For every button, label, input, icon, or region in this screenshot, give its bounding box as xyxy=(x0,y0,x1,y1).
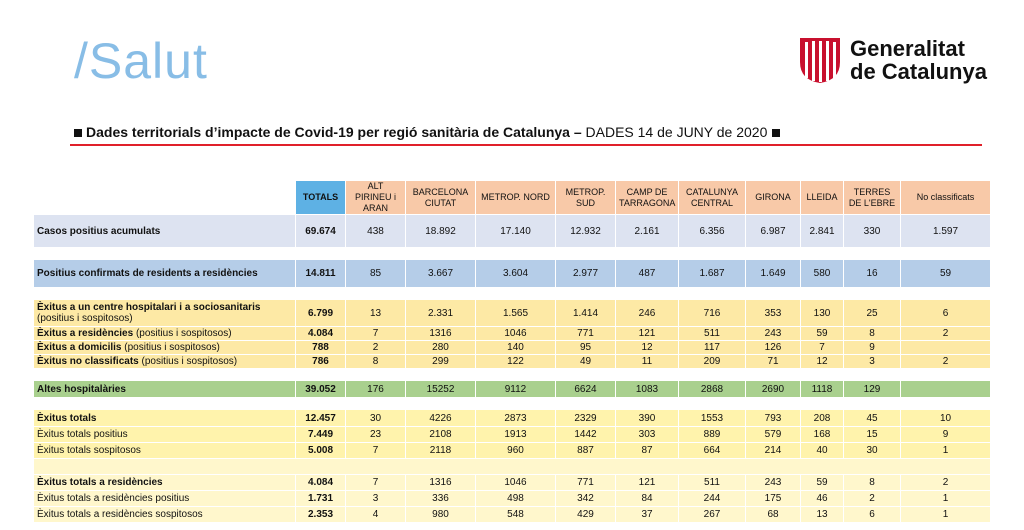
region-cell: 23 xyxy=(346,427,406,443)
square-bullet-icon xyxy=(74,129,82,137)
row-label-note: (positius i sospitosos) xyxy=(124,342,220,353)
region-cell: 117 xyxy=(679,341,746,355)
row-label xyxy=(34,475,296,491)
column-header: BARCELONA CIUTAT xyxy=(406,181,476,215)
region-cell: 7 xyxy=(801,341,844,355)
region-cell: 299 xyxy=(406,355,476,369)
region-cell: 579 xyxy=(746,427,801,443)
row-label xyxy=(34,327,296,341)
table-row xyxy=(34,341,991,355)
region-cell: 4 xyxy=(346,507,406,523)
total-cell: 4.084 xyxy=(296,475,346,491)
heading-date: DADES 14 de JUNY de 2020 xyxy=(585,124,768,140)
table-row xyxy=(34,443,991,459)
region-cell: 2690 xyxy=(746,381,801,398)
row-label-text: Èxitus totals a residències positius xyxy=(37,493,190,504)
total-cell: 14.811 xyxy=(296,260,346,288)
region-cell: 2.841 xyxy=(801,215,844,248)
region-cell: 3.604 xyxy=(476,260,556,288)
region-cell: 11 xyxy=(616,355,679,369)
heading-underline xyxy=(70,144,982,146)
region-cell: 71 xyxy=(746,355,801,369)
generalitat-logo xyxy=(798,36,987,84)
region-cell: 209 xyxy=(679,355,746,369)
row-label xyxy=(34,427,296,443)
total-cell: 786 xyxy=(296,355,346,369)
row-label-text: Èxitus totals sospitosos xyxy=(37,445,141,456)
region-cell: 3 xyxy=(346,491,406,507)
row-label xyxy=(34,507,296,523)
square-bullet-icon xyxy=(772,129,780,137)
region-cell: 7 xyxy=(346,443,406,459)
region-cell: 2873 xyxy=(476,410,556,427)
total-cell: 5.008 xyxy=(296,443,346,459)
region-cell: 15 xyxy=(844,427,901,443)
region-cell: 1553 xyxy=(679,410,746,427)
region-cell: 95 xyxy=(556,341,616,355)
region-cell: 85 xyxy=(346,260,406,288)
region-cell: 6624 xyxy=(556,381,616,398)
row-label xyxy=(34,300,296,327)
region-cell: 1 xyxy=(901,491,991,507)
region-cell: 2 xyxy=(901,355,991,369)
region-cell: 342 xyxy=(556,491,616,507)
region-cell: 175 xyxy=(746,491,801,507)
region-cell: 6 xyxy=(844,507,901,523)
region-cell: 3 xyxy=(844,355,901,369)
logo-line2: de Catalunya xyxy=(850,59,987,84)
row-label-text: Èxitus totals a residències sospitosos xyxy=(37,509,203,520)
region-cell: 168 xyxy=(801,427,844,443)
row-label-text: Èxitus totals xyxy=(37,412,97,424)
region-cell: 6.987 xyxy=(746,215,801,248)
region-cell: 10 xyxy=(901,410,991,427)
row-label-text: Positius confirmats de residents a residències xyxy=(37,268,258,279)
region-cell: 8 xyxy=(346,355,406,369)
region-cell: 6.356 xyxy=(679,215,746,248)
row-label-note: (positius i sospitosos) xyxy=(141,356,238,367)
region-cell: 2 xyxy=(901,327,991,341)
row-label-text: Èxitus no classificats xyxy=(37,356,139,367)
column-header: TOTALS xyxy=(296,181,346,215)
row-label xyxy=(34,381,296,398)
region-cell: 18.892 xyxy=(406,215,476,248)
table-row xyxy=(34,215,991,248)
region-cell: 59 xyxy=(901,260,991,288)
column-header: No classificats xyxy=(901,181,991,215)
region-cell: 208 xyxy=(801,410,844,427)
region-cell: 1316 xyxy=(406,327,476,341)
region-cell: 716 xyxy=(679,300,746,327)
region-cell: 887 xyxy=(556,443,616,459)
region-cell: 176 xyxy=(346,381,406,398)
region-cell: 2.161 xyxy=(616,215,679,248)
region-cell: 267 xyxy=(679,507,746,523)
total-cell: 69.674 xyxy=(296,215,346,248)
region-cell: 1316 xyxy=(406,475,476,491)
region-cell: 390 xyxy=(616,410,679,427)
region-cell: 12 xyxy=(801,355,844,369)
region-cell: 771 xyxy=(556,475,616,491)
table-row xyxy=(34,427,991,443)
region-cell: 4226 xyxy=(406,410,476,427)
column-header: LLEIDA xyxy=(801,181,844,215)
row-label-note: (positius i sospitosos) xyxy=(37,313,133,324)
region-cell: 7 xyxy=(346,327,406,341)
spacer-row xyxy=(34,248,991,260)
column-header: METROP. NORD xyxy=(476,181,556,215)
region-cell: 25 xyxy=(844,300,901,327)
region-cell: 15252 xyxy=(406,381,476,398)
region-cell: 1.649 xyxy=(746,260,801,288)
region-cell: 2.977 xyxy=(556,260,616,288)
table-row xyxy=(34,381,991,398)
header-blank-cell xyxy=(34,181,296,215)
region-cell: 17.140 xyxy=(476,215,556,248)
region-cell: 68 xyxy=(746,507,801,523)
table-header-row xyxy=(34,181,991,215)
region-cell: 45 xyxy=(844,410,901,427)
region-cell: 30 xyxy=(844,443,901,459)
table-row xyxy=(34,491,991,507)
spacer-row xyxy=(34,398,991,410)
total-cell: 6.799 xyxy=(296,300,346,327)
region-cell: 140 xyxy=(476,341,556,355)
region-cell: 214 xyxy=(746,443,801,459)
region-cell: 129 xyxy=(844,381,901,398)
table-row xyxy=(34,327,991,341)
row-label xyxy=(34,341,296,355)
row-label-text: Casos positius acumulats xyxy=(37,225,161,237)
total-cell: 788 xyxy=(296,341,346,355)
region-cell: 121 xyxy=(616,327,679,341)
region-cell: 246 xyxy=(616,300,679,327)
region-cell: 2 xyxy=(844,491,901,507)
total-cell: 7.449 xyxy=(296,427,346,443)
region-cell: 9 xyxy=(901,427,991,443)
region-cell: 1.687 xyxy=(679,260,746,288)
region-cell: 46 xyxy=(801,491,844,507)
spacer-row xyxy=(34,288,991,300)
region-cell: 126 xyxy=(746,341,801,355)
region-cell: 2329 xyxy=(556,410,616,427)
region-cell: 8 xyxy=(844,475,901,491)
region-cell: 2108 xyxy=(406,427,476,443)
page-heading xyxy=(74,124,780,140)
column-header: ALT PIRINEU i ARAN xyxy=(346,181,406,215)
region-cell: 580 xyxy=(801,260,844,288)
region-cell: 6 xyxy=(901,300,991,327)
row-label-note: (positius i sospitosos) xyxy=(135,328,232,339)
row-label-text: Altes hospitalàries xyxy=(37,383,126,395)
region-cell xyxy=(901,341,991,355)
region-cell: 2868 xyxy=(679,381,746,398)
region-cell: 122 xyxy=(476,355,556,369)
region-cell: 37 xyxy=(616,507,679,523)
region-cell: 1 xyxy=(901,443,991,459)
region-cell: 280 xyxy=(406,341,476,355)
region-cell: 1046 xyxy=(476,475,556,491)
region-cell: 16 xyxy=(844,260,901,288)
row-label-text: Èxitus a residències xyxy=(37,328,134,339)
salut-brand: /Salut xyxy=(74,33,208,89)
region-cell: 9112 xyxy=(476,381,556,398)
region-cell: 12 xyxy=(616,341,679,355)
region-cell: 960 xyxy=(476,443,556,459)
region-cell: 889 xyxy=(679,427,746,443)
region-cell: 243 xyxy=(746,475,801,491)
total-cell: 1.731 xyxy=(296,491,346,507)
region-cell: 7 xyxy=(346,475,406,491)
table-row xyxy=(34,475,991,491)
region-cell: 121 xyxy=(616,475,679,491)
row-label xyxy=(34,443,296,459)
region-cell: 59 xyxy=(801,327,844,341)
region-cell: 13 xyxy=(346,300,406,327)
region-cell: 1.414 xyxy=(556,300,616,327)
column-header: METROP. SUD xyxy=(556,181,616,215)
row-label xyxy=(34,260,296,288)
region-cell: 980 xyxy=(406,507,476,523)
table-row xyxy=(34,507,991,523)
region-cell: 87 xyxy=(616,443,679,459)
region-cell: 793 xyxy=(746,410,801,427)
column-header: CATALUNYA CENTRAL xyxy=(679,181,746,215)
region-cell: 3.667 xyxy=(406,260,476,288)
region-cell: 429 xyxy=(556,507,616,523)
column-header: TERRES DE L'EBRE xyxy=(844,181,901,215)
region-cell: 487 xyxy=(616,260,679,288)
region-cell: 498 xyxy=(476,491,556,507)
region-cell: 511 xyxy=(679,475,746,491)
region-cell: 244 xyxy=(679,491,746,507)
total-cell: 39.052 xyxy=(296,381,346,398)
column-header: CAMP DE TARRAGONA xyxy=(616,181,679,215)
region-cell: 771 xyxy=(556,327,616,341)
row-label xyxy=(34,410,296,427)
region-cell: 1442 xyxy=(556,427,616,443)
region-cell: 40 xyxy=(801,443,844,459)
region-cell: 1118 xyxy=(801,381,844,398)
row-label-text: Èxitus totals a residències xyxy=(37,477,163,488)
region-cell: 9 xyxy=(844,341,901,355)
region-cell: 548 xyxy=(476,507,556,523)
region-cell: 1 xyxy=(901,507,991,523)
region-cell: 664 xyxy=(679,443,746,459)
region-cell: 2118 xyxy=(406,443,476,459)
region-cell: 243 xyxy=(746,327,801,341)
region-cell: 2 xyxy=(346,341,406,355)
table-row xyxy=(34,355,991,369)
region-cell: 49 xyxy=(556,355,616,369)
spacer-row xyxy=(34,369,991,381)
table-row xyxy=(34,260,991,288)
region-cell: 336 xyxy=(406,491,476,507)
total-cell: 12.457 xyxy=(296,410,346,427)
region-cell: 1.565 xyxy=(476,300,556,327)
region-cell: 438 xyxy=(346,215,406,248)
region-cell: 12.932 xyxy=(556,215,616,248)
senyera-icon xyxy=(798,36,842,84)
region-cell: 2.331 xyxy=(406,300,476,327)
region-cell: 30 xyxy=(346,410,406,427)
row-label xyxy=(34,355,296,369)
region-cell: 2 xyxy=(901,475,991,491)
total-cell: 4.084 xyxy=(296,327,346,341)
region-cell xyxy=(901,381,991,398)
region-cell: 8 xyxy=(844,327,901,341)
region-cell: 59 xyxy=(801,475,844,491)
region-cell: 1046 xyxy=(476,327,556,341)
region-cell: 84 xyxy=(616,491,679,507)
row-label xyxy=(34,491,296,507)
row-label-text: Èxitus a domicilis xyxy=(37,342,122,353)
covid-regions-table xyxy=(33,180,991,523)
region-cell: 303 xyxy=(616,427,679,443)
heading-title: Dades territorials d’impacte de Covid-19 per regió sanitària de Catalunya – xyxy=(86,124,582,140)
region-cell: 330 xyxy=(844,215,901,248)
table-row xyxy=(34,410,991,427)
region-cell: 1913 xyxy=(476,427,556,443)
region-cell: 511 xyxy=(679,327,746,341)
region-cell: 1083 xyxy=(616,381,679,398)
logo-line1: Generalitat xyxy=(850,36,965,61)
region-cell: 130 xyxy=(801,300,844,327)
table-row xyxy=(34,300,991,327)
total-cell: 2.353 xyxy=(296,507,346,523)
region-cell: 1.597 xyxy=(901,215,991,248)
spacer-row xyxy=(34,459,991,475)
region-cell: 353 xyxy=(746,300,801,327)
row-label-text: Èxitus a un centre hospitalari i a sociosanitaris xyxy=(37,302,261,313)
region-cell: 13 xyxy=(801,507,844,523)
row-label xyxy=(34,215,296,248)
row-label-text: Èxitus totals positius xyxy=(37,429,128,440)
column-header: GIRONA xyxy=(746,181,801,215)
